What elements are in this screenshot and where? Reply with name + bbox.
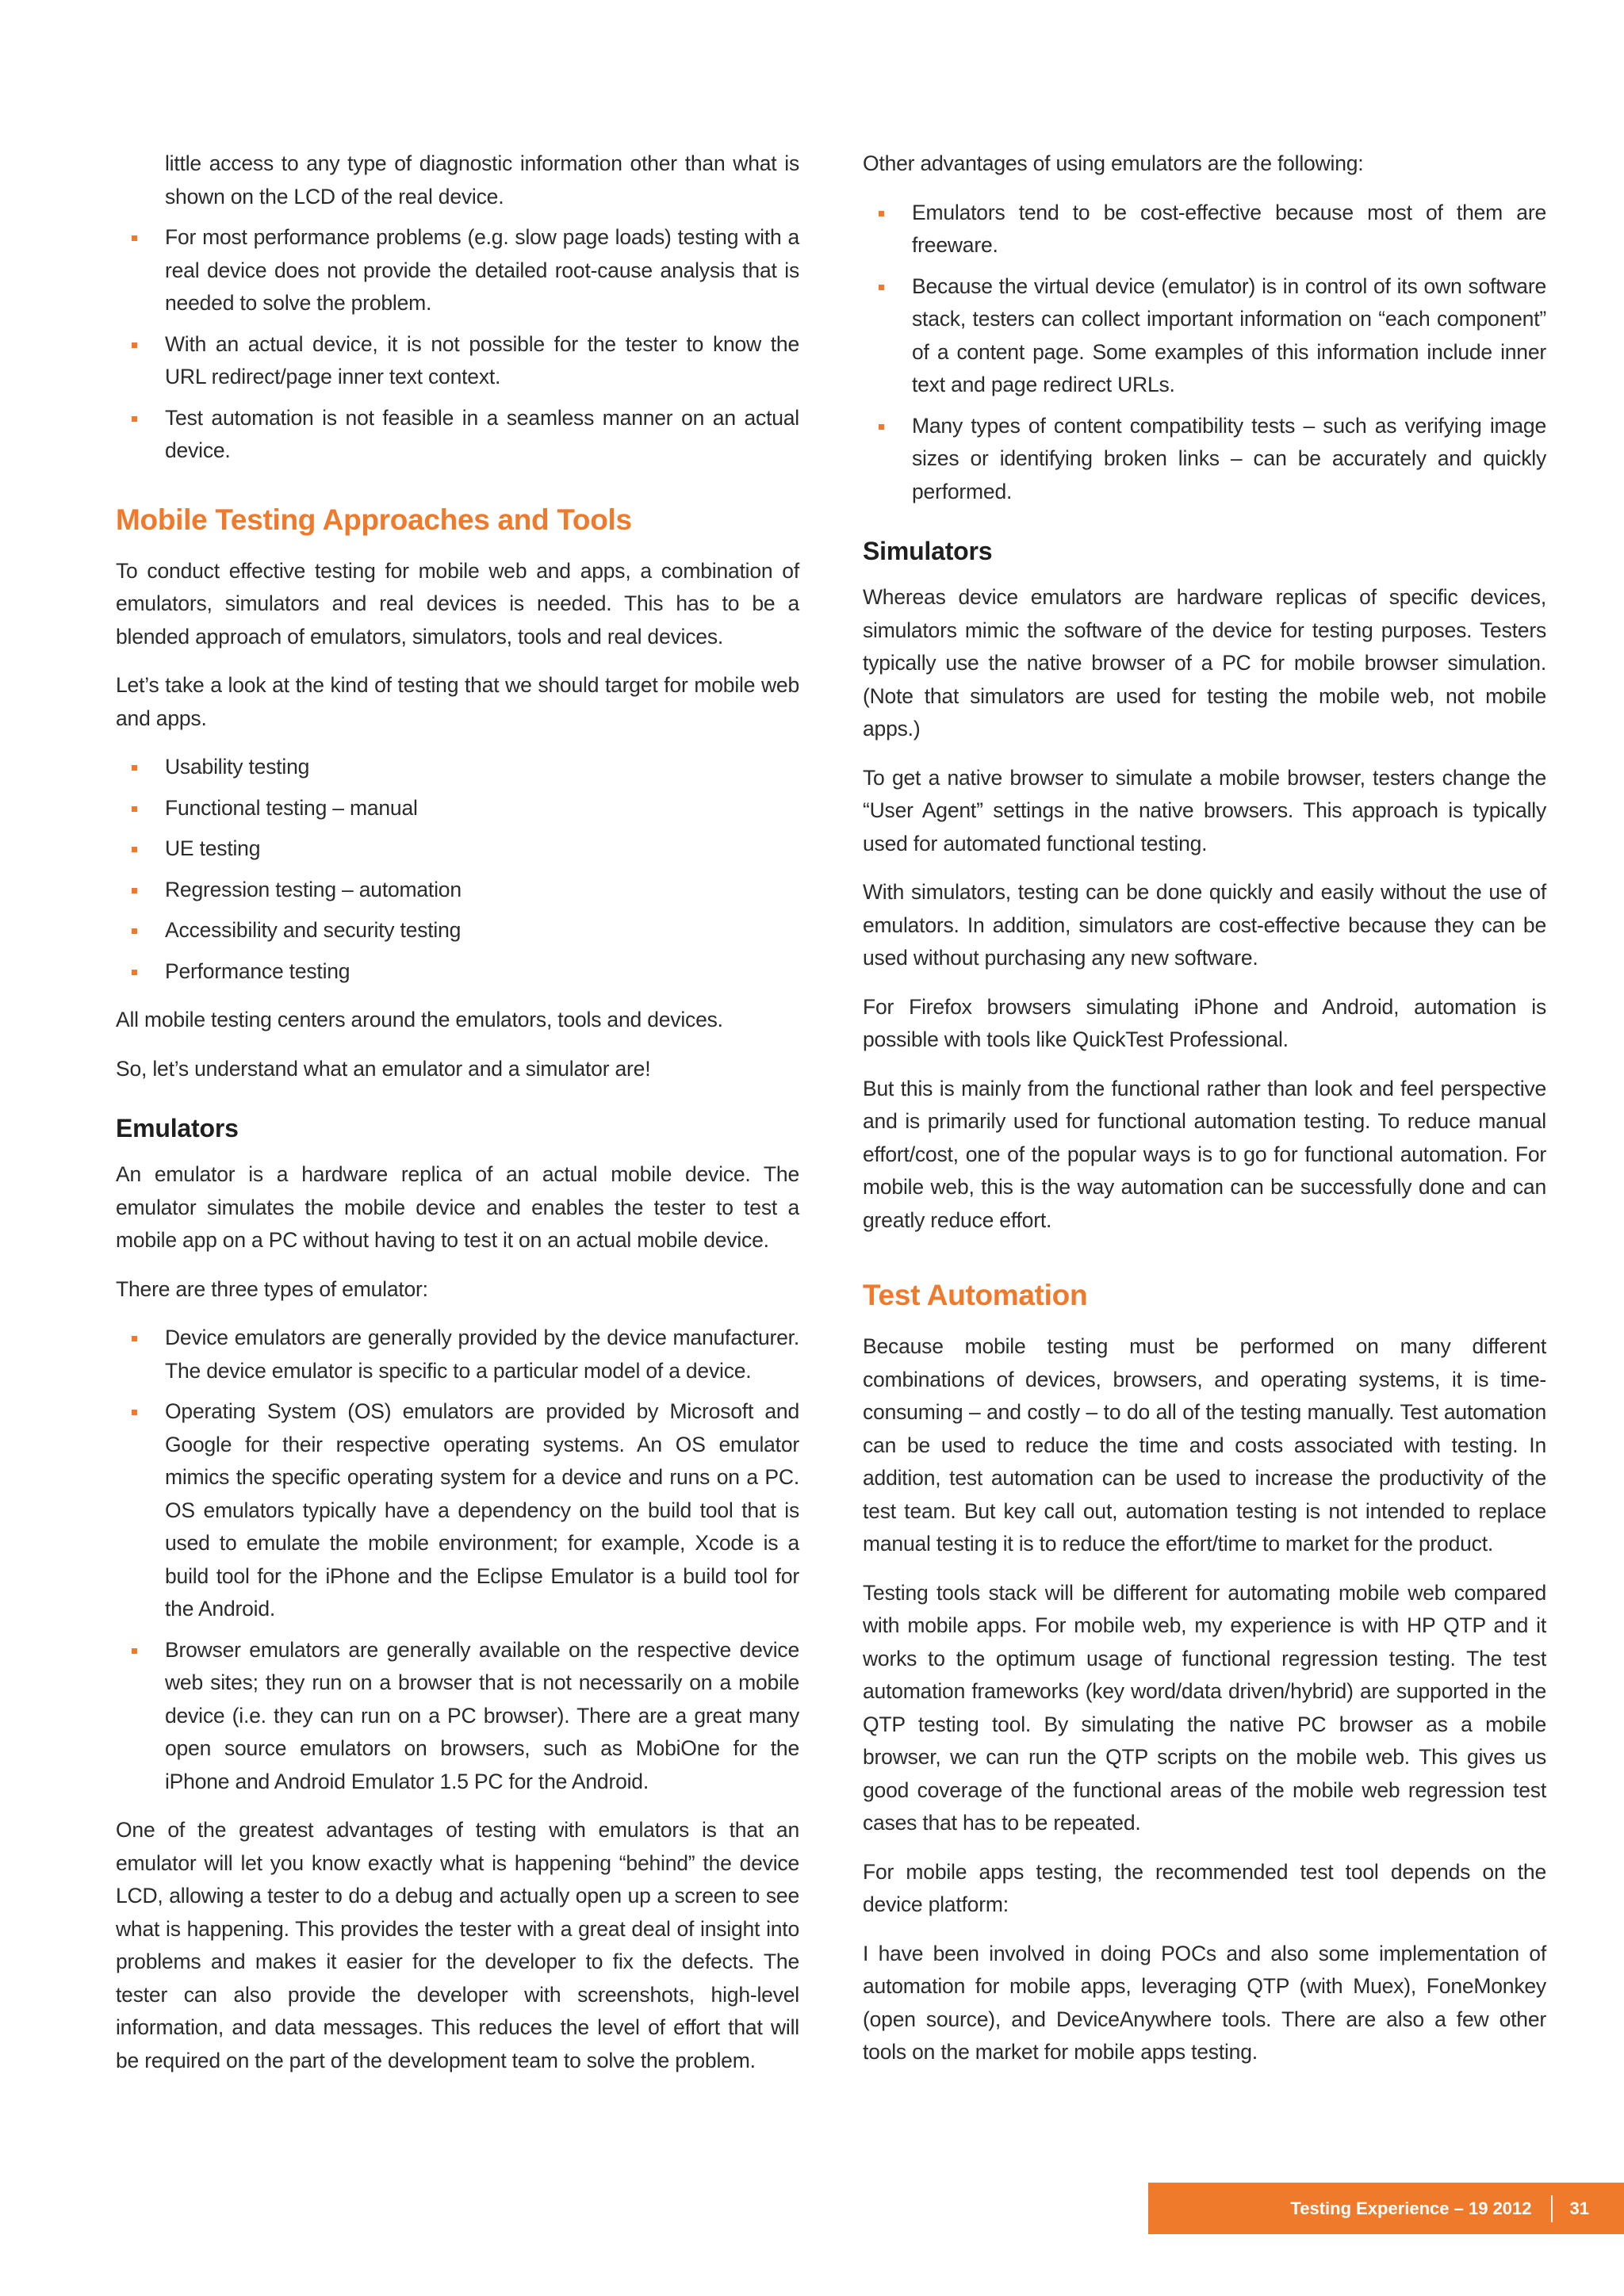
paragraph: For mobile apps testing, the recommended test tool depends on the device platform:: [863, 1859, 1546, 1916]
paragraph: To get a native browser to simulate a mobile browser, testers change the “User Agent” settings in the native browsers. This approach is typically used for automated functional testing.: [863, 765, 1546, 855]
paragraph: But this is mainly from the functional rather than look and feel perspective and is primarily used for functional automation testing. To reduce manual effort/cost, one of the popular ways is to go for functional automation. For mobile web, this is the way automation can be successfully done and can greatly reduce effort.: [863, 1076, 1546, 1232]
list-item: little access to any type of diagnostic information other than what is shown on the LCD of the real device.: [165, 151, 799, 209]
list-item: Many types of content compatibility tests – such as verifying image sizes or identifying broken links – can be accurately and quickly performed.: [863, 410, 1546, 509]
right-column: [863, 147, 1546, 2085]
paragraph: So, let’s understand what an emulator and a simulator are!: [116, 1056, 651, 1081]
section-heading-emulators: Emulators: [116, 1114, 239, 1142]
page-number: 31: [1569, 2198, 1589, 2218]
section-heading-approaches: Mobile Testing Approaches and Tools: [116, 503, 632, 536]
list-item: Accessibility and security testing: [116, 914, 799, 947]
list-item: With an actual device, it is not possible for the tester to know the URL redirect/page inner text context.: [116, 328, 799, 394]
paragraph: For Firefox browsers simulating iPhone and Android, automation is possible with tools like QuickTest Professional.: [863, 994, 1546, 1051]
section-heading-simulators: Simulators: [863, 537, 993, 565]
paragraph: An emulator is a hardware replica of an actual mobile device. The emulator simulates the mobile device and enables the tester to test a mobile app on a PC without having to test it on an actual mobile device.: [116, 1162, 799, 1252]
page-footer: [1148, 2183, 1624, 2234]
top-bullet-list: [116, 147, 799, 468]
section-heading-test-automation: Test Automation: [863, 1279, 1088, 1311]
paragraph: Other advantages of using emulators are the following:: [863, 151, 1364, 175]
paragraph: With simulators, testing can be done quickly and easily without the use of emulators. In addition, simulators are cost-effective because they can be used without purchasing any new software.: [863, 880, 1546, 970]
paragraph: Testing tools stack will be different for automating mobile web compared with mobile apps. For mobile web, my experience is with HP QTP and it works to the optimum usage of functional regression testing. The test automation frameworks (key word/data driven/hybrid) are supported in the QTP testing tool. By simulating the native PC browser as a mobile browser, we can run the QTP scripts on the mobile web. This gives us good coverage of the functional areas of the mobile web regression test cases that has to be repeated.: [863, 1580, 1546, 1835]
list-item: Browser emulators are generally available on the respective device web sites; they run on a browser that is not necessarily on a mobile device (i.e. they can run on a PC browser). There are a great many open source emulators on browsers, such as MobiOne for the iPhone and Android Emulator 1.5 PC for the Android.: [116, 1634, 799, 1799]
list-item: Operating System (OS) emulators are provided by Microsoft and Google for their respective operating systems. An OS emulator mimics the specific operating system for a device and runs on a PC. OS emulators typically have a dependency on the build tool that is used to emulate the mobile environment; for example, Xcode is a build tool for the iPhone and the Eclipse Emulator is a build tool for the Android.: [116, 1395, 799, 1626]
list-item: Because the virtual device (emulator) is in control of its own software stack, testers can collect important information on “each component” of a content page. Some examples of this information include inner text and page redirect URLs.: [863, 270, 1546, 402]
list-item: For most performance problems (e.g. slow page loads) testing with a real device does not provide the detailed root-cause analysis that is needed to solve the problem.: [116, 221, 799, 320]
list-item: Regression testing – automation: [116, 874, 799, 907]
paragraph: To conduct effective testing for mobile web and apps, a combination of emulators, simulators and real devices is needed. This has to be a blended approach of emulators, simulators, tools and real devices.: [116, 558, 799, 649]
paragraph: Let’s take a look at the kind of testing that we should target for mobile web and apps.: [116, 673, 799, 730]
left-column: [116, 147, 799, 2093]
paragraph: All mobile testing centers around the emulators, tools and devices.: [116, 1008, 723, 1031]
paragraph: There are three types of emulator:: [116, 1276, 428, 1301]
emulator-types-list: [116, 1322, 799, 1798]
journal-title: Testing Experience – 19 2012: [1290, 2198, 1532, 2218]
footer-divider: [1551, 2195, 1553, 2222]
paragraph: One of the greatest advantages of testing with emulators is that an emulator will let you know exactly what is happening “behind” the device LCD, allowing a tester to do a debug and actually open up a screen to see what is happening. This provides the tester with a great deal of insight into problems and makes it easier for the developer to fix the defects. The tester can also provide the developer with screenshots, high-level information, and data messages. This reduces the level of effort that will be required on the part of the development team to solve the problem.: [116, 1818, 799, 2072]
list-item: Usability testing: [116, 751, 799, 784]
list-item: UE testing: [116, 832, 799, 866]
list-item: Emulators tend to be cost-effective because most of them are freeware.: [863, 197, 1546, 262]
list-item: Device emulators are generally provided by the device manufacturer. The device emulator is specific to a particular model of a device.: [116, 1322, 799, 1387]
testing-types-list: [116, 751, 799, 988]
list-item: Performance testing: [116, 955, 799, 989]
paragraph: I have been involved in doing POCs and also some implementation of automation for mobile apps, leveraging QTP (with Muex), FoneMonkey (open source), and DeviceAnywhere tools. There are also a few other tools on the market for mobile apps testing.: [863, 1941, 1546, 2064]
list-item: Functional testing – manual: [116, 792, 799, 825]
paragraph: Whereas device emulators are hardware replicas of specific devices, simulators mimic the software of the device for testing purposes. Testers typically use the native browser of a PC for mobile browser simulation. (Note that simulators are used for testing the mobile web, not mobile apps.): [863, 585, 1546, 740]
advantages-list: [863, 197, 1546, 509]
list-item: Test automation is not feasible in a seamless manner on an actual device.: [116, 402, 799, 468]
paragraph: Because mobile testing must be performed on many different combinations of devices, browsers, and operating systems, it is time-consuming – and costly – to do all of the testing manually. Test automation can be used to reduce the time and costs associated with testing. In addition, test automation can be used to increase the productivity of the test team. But key call out, automation testing is not intended to replace manual testing it is to reduce the effort/time to market for the product.: [863, 1334, 1546, 1556]
